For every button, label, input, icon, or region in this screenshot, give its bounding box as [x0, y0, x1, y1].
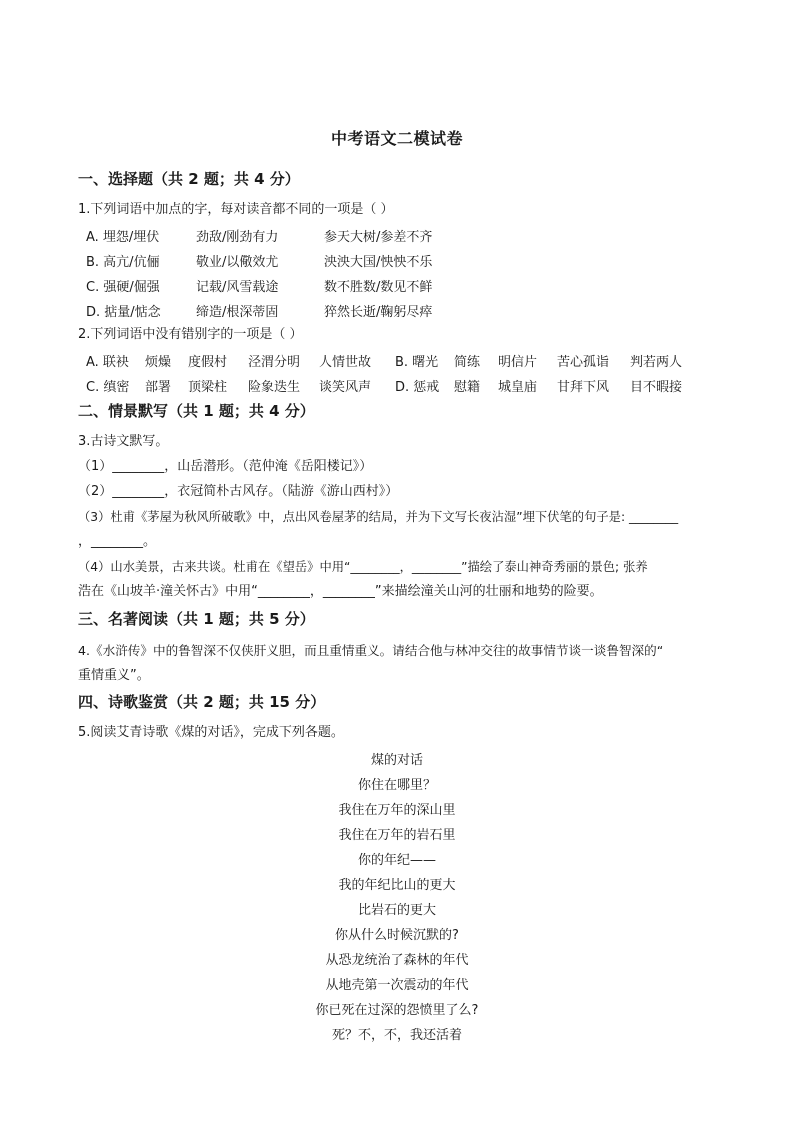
poem-line: 我的年纪比山的更大	[338, 878, 456, 893]
question-5-stem: 5.阅读艾青诗歌《煤的对话》，完成下列各题。	[78, 725, 344, 740]
question-3-part-3-cont: ，________。	[78, 534, 157, 549]
q1-option-a-1: A. 埋怨/埋伏	[86, 230, 160, 245]
q2-word: 苦心孤诣	[557, 355, 610, 370]
q1-option-c-1: C. 强硬/倔强	[86, 280, 160, 295]
q2-word: 度假村	[188, 355, 228, 370]
question-1-stem: 1.下列词语中加点的字，每对读音都不同的一项是（ ）	[78, 202, 394, 217]
section-heading-classics: 三、名著阅读（共 1 题；共 5 分）	[78, 610, 315, 628]
q1-option-a-3: 参天大树/参差不齐	[324, 230, 433, 245]
q1-option-b-3: 泱泱大国/怏怏不乐	[324, 255, 433, 270]
poem-line: 从恐龙统治了森林的年代	[325, 953, 469, 968]
q1-option-c-3: 数不胜数/数见不鲜	[324, 280, 433, 295]
q2-word: 顶梁柱	[188, 380, 228, 395]
q2-word: 甘拜下风	[557, 380, 610, 395]
question-4-line-1: 4.《水浒传》中的鲁智深不仅侠肝义胆，而且重情重义。请结合他与林冲交往的故事情节谈一谈鲁智深的“	[78, 643, 664, 658]
question-3-part-2: （2）________，衣冠简朴古风存。（陆游《游山西村》）	[78, 484, 399, 499]
q1-option-d-2: 缔造/根深蒂固	[196, 305, 279, 320]
q2-word: C. 缜密	[86, 380, 130, 395]
section-heading-poetry: 四、诗歌鉴赏（共 2 题；共 15 分）	[78, 693, 326, 711]
question-3-part-4-cont: 浩在《山坡羊·潼关怀古》中用“________，________”来描绘潼关山河的壮丽和地势的险要。	[78, 584, 603, 599]
q2-word: 判若两人	[630, 355, 683, 370]
question-3-part-3: （3）杜甫《茅屋为秋风所破歌》中，点出风卷屋茅的结局，并为下文写长夜沾湿”埋下伏笔的句子是: ________	[78, 510, 679, 524]
q2-word: 城皇庙	[498, 380, 538, 395]
poem-line: 你已死在过深的怨愤里了么?	[315, 1003, 479, 1018]
q2-word: 谈笑风声	[319, 380, 372, 395]
q2-word: 部署	[145, 380, 172, 395]
section-heading-recitation: 二、情景默写（共 1 题；共 4 分）	[78, 402, 315, 420]
question-3-stem: 3.古诗文默写。	[78, 434, 169, 449]
question-3-part-4: （4）山水美景，古来共谈。杜甫在《望岳》中用“________，________”描绘了泰山神奇秀丽的景色; 张养	[78, 560, 648, 574]
q2-word: D. 惩戒	[395, 380, 440, 395]
q1-option-c-2: 记载/风雪载途	[196, 280, 279, 295]
q2-word: 泾渭分明	[248, 355, 301, 370]
question-3-part-1: （1）________，山岳潜形。（范仲淹《岳阳楼记》）	[78, 459, 373, 474]
q2-word: 目不暇接	[630, 380, 683, 395]
poem-line: 你从什么时候沉默的?	[335, 928, 459, 943]
q1-option-a-2: 劲敌/刚劲有力	[196, 230, 279, 245]
question-2-stem: 2.下列词语中没有错别字的一项是（ ）	[78, 327, 303, 342]
q2-word: 明信片	[498, 355, 538, 370]
q2-word: 人情世故	[319, 355, 372, 370]
poem-line: 我住在万年的深山里	[338, 803, 456, 818]
question-4-line-2: 重情重义”。	[78, 668, 150, 683]
q2-word: 简练	[454, 355, 481, 370]
page-title: 中考语文二模试卷	[330, 129, 463, 148]
poem-line: 你的年纪——	[357, 853, 436, 868]
poem-line: 从地壳第一次震动的年代	[325, 978, 469, 993]
q1-option-b-1: B. 高亢/伉俪	[86, 255, 160, 270]
poem-line: 你住在哪里？	[357, 778, 436, 793]
q1-option-b-2: 敬业/以儆效尤	[196, 255, 279, 270]
poem-title: 煤的对话	[370, 753, 423, 768]
q1-option-d-1: D. 掂量/惦念	[86, 305, 161, 320]
poem-line: 比岩石的更大	[357, 903, 436, 918]
poem-line: 死？不，不，我还活着	[331, 1028, 462, 1043]
q2-word: B. 曙光	[395, 355, 439, 370]
q2-word: 险象迭生	[248, 380, 301, 395]
q2-word: 烦燥	[145, 355, 172, 370]
q2-word: A. 联袂	[86, 355, 129, 370]
q1-option-d-3: 猝然长逝/鞠躬尽瘁	[324, 305, 433, 320]
q2-word: 慰籍	[454, 380, 481, 395]
poem-line: 我住在万年的岩石里	[338, 828, 456, 843]
section-heading-choice: 一、选择题（共 2 题；共 4 分）	[78, 170, 300, 188]
